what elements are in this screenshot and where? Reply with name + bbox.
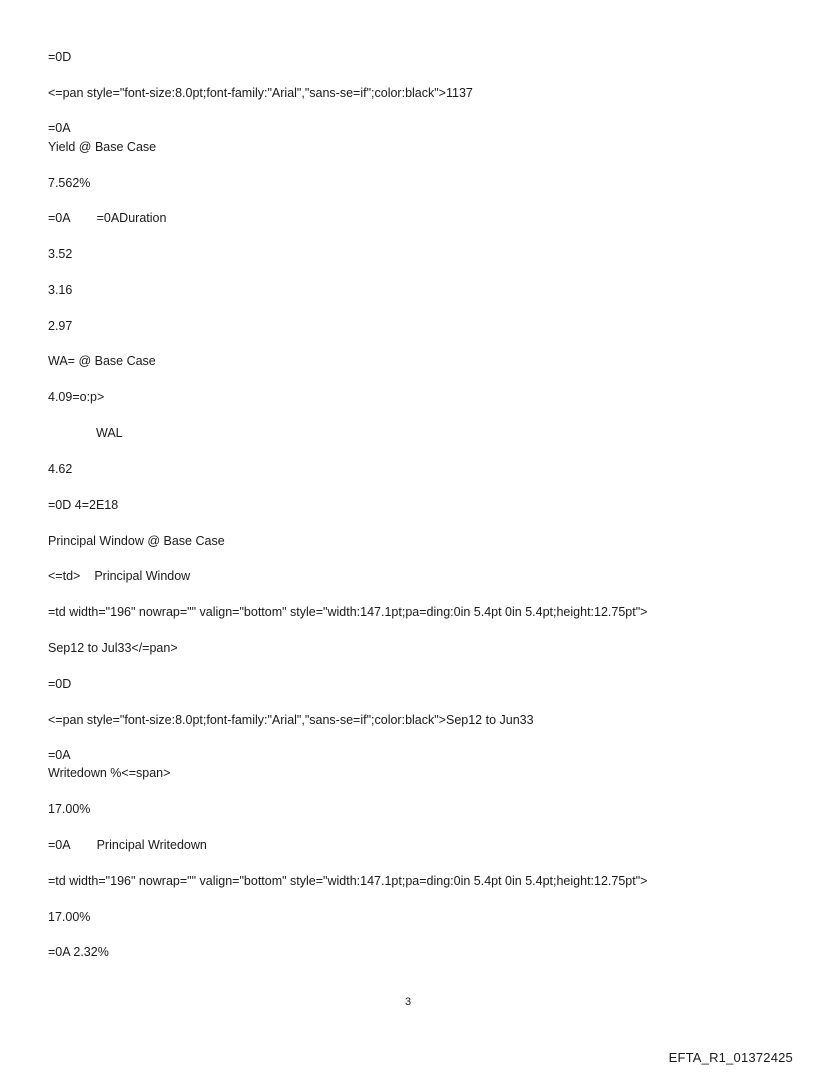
text-line [48, 569, 190, 584]
text-line [48, 211, 166, 226]
text-line: Yield @ Base Case [48, 140, 157, 154]
text-line: WA= @ Base Case [48, 354, 156, 368]
text-segment: Principal Writedown [96, 838, 207, 852]
text-segment: =0A [48, 838, 71, 852]
text-line: Writedown %<=span> [48, 766, 171, 780]
text-segment: Principal Window [94, 569, 191, 583]
text-line: =td width="196" nowrap="" valign="bottom" style="width:147.1pt;pa=ding:0in 5.4pt 0in 5.4pt;height:12.75pt"> [48, 874, 648, 888]
text-segment: <=td> [48, 569, 81, 583]
document-id: EFTA_R1_01372425 [668, 1050, 793, 1065]
text-line: WAL [96, 426, 123, 440]
text-line: 7.562% [48, 176, 91, 190]
text-line: Sep12 to Jul33</=pan> [48, 641, 178, 655]
text-line: =0D 4=2E18 [48, 498, 119, 512]
text-line: =0D [48, 50, 72, 64]
text-line: 3.52 [48, 247, 73, 261]
text-line: =0D [48, 677, 72, 691]
text-line: 2.97 [48, 319, 73, 333]
text-line: 17.00% [48, 802, 91, 816]
text-line: 3.16 [48, 283, 73, 297]
text-line: =0A [48, 121, 71, 135]
text-line [48, 838, 207, 853]
text-line: <=pan style="font-size:8.0pt;font-family:"Arial","sans-se=if";color:black">1137 [48, 86, 473, 100]
text-line: =0A 2.32% [48, 945, 109, 959]
text-segment: =0A [48, 211, 71, 225]
text-line: 17.00% [48, 910, 91, 924]
text-line: 4.09=o:p> [48, 390, 105, 404]
text-line: =td width="196" nowrap="" valign="bottom" style="width:147.1pt;pa=ding:0in 5.4pt 0in 5.4pt;height:12.75pt"> [48, 605, 648, 619]
text-line: 4.62 [48, 462, 73, 476]
page-number: 3 [404, 996, 412, 1008]
text-line: <=pan style="font-size:8.0pt;font-family:"Arial","sans-se=if";color:black">Sep12 to Jun33 [48, 713, 534, 727]
text-line: Principal Window @ Base Case [48, 534, 225, 548]
text-line: =0A [48, 748, 71, 762]
text-segment: =0ADuration [96, 211, 167, 225]
